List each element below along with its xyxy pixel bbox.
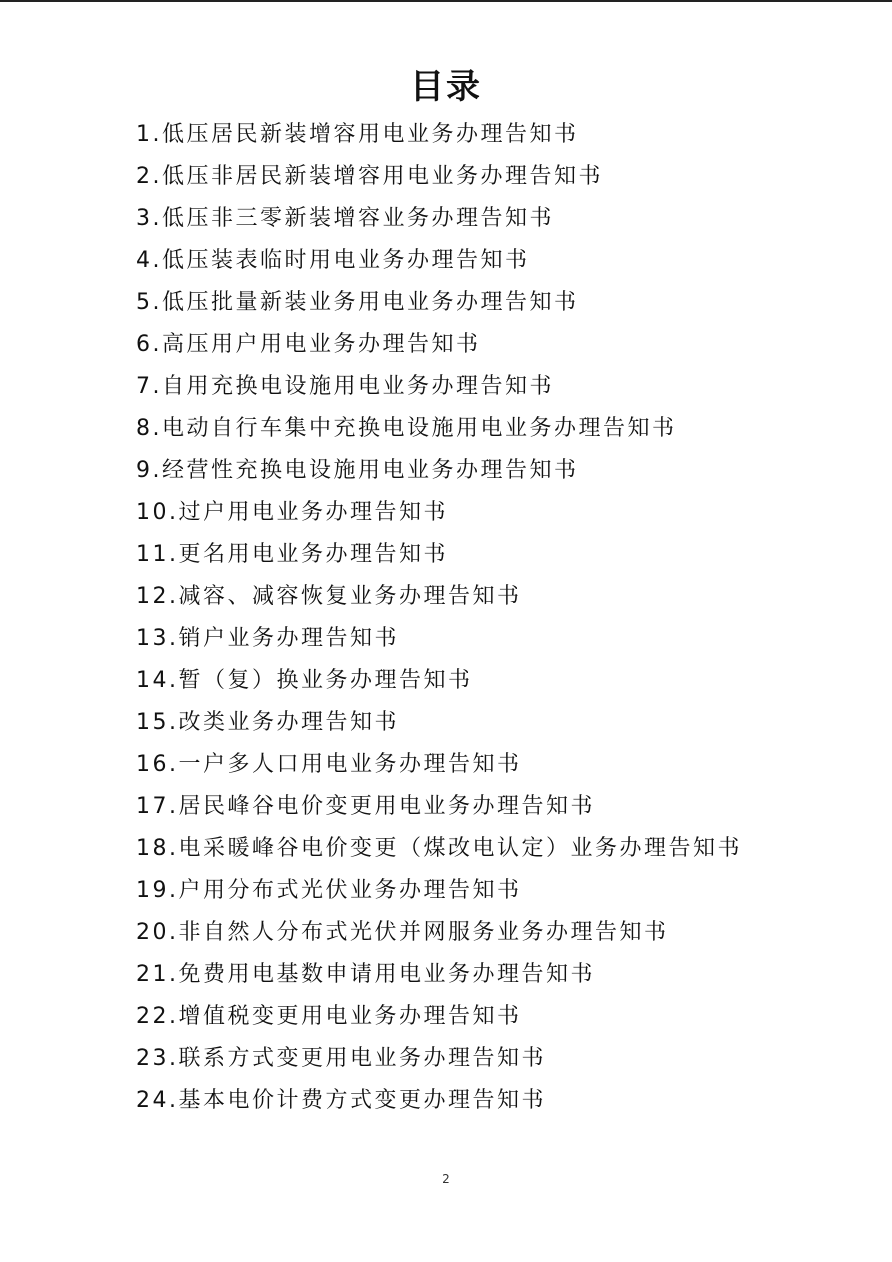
toc-item[interactable]: 21.免费用电基数申请用电业务办理告知书 [136,962,595,987]
toc-item[interactable]: 19.户用分布式光伏业务办理告知书 [136,878,522,903]
toc-item[interactable]: 7.自用充换电设施用电业务办理告知书 [136,374,554,399]
toc-item[interactable]: 16.一户多人口用电业务办理告知书 [136,752,522,777]
toc-item[interactable]: 20.非自然人分布式光伏并网服务业务办理告知书 [136,920,669,945]
toc-item[interactable]: 24.基本电价计费方式变更办理告知书 [136,1088,546,1113]
toc-item[interactable]: 22.增值税变更用电业务办理告知书 [136,1004,522,1029]
toc-item[interactable]: 18.电采暖峰谷电价变更（煤改电认定）业务办理告知书 [136,836,742,861]
toc-item[interactable]: 3.低压非三零新装增容业务办理告知书 [136,206,554,231]
page-number: 2 [442,1172,450,1186]
toc-item[interactable]: 12.减容、减容恢复业务办理告知书 [136,584,522,609]
toc-item[interactable]: 11.更名用电业务办理告知书 [136,542,448,567]
toc-item[interactable]: 2.低压非居民新装增容用电业务办理告知书 [136,164,603,189]
toc-item[interactable]: 15.改类业务办理告知书 [136,710,399,735]
toc-item[interactable]: 9.经营性充换电设施用电业务办理告知书 [136,458,579,483]
page-title: 目录 [410,67,482,107]
toc-item[interactable]: 10.过户用电业务办理告知书 [136,500,448,525]
toc-item[interactable]: 17.居民峰谷电价变更用电业务办理告知书 [136,794,595,819]
page-top-border [0,0,892,2]
toc-item[interactable]: 14.暂（复）换业务办理告知书 [136,668,473,693]
toc-item[interactable]: 13.销户业务办理告知书 [136,626,399,651]
toc-item[interactable]: 5.低压批量新装业务用电业务办理告知书 [136,290,579,315]
toc-item[interactable]: 4.低压装表临时用电业务办理告知书 [136,248,530,273]
toc-item[interactable]: 1.低压居民新装增容用电业务办理告知书 [136,122,579,147]
toc-item[interactable]: 6.高压用户用电业务办理告知书 [136,332,481,357]
table-of-contents [136,114,856,1122]
toc-item[interactable]: 8.电动自行车集中充换电设施用电业务办理告知书 [136,416,677,441]
toc-item[interactable]: 23.联系方式变更用电业务办理告知书 [136,1046,546,1071]
